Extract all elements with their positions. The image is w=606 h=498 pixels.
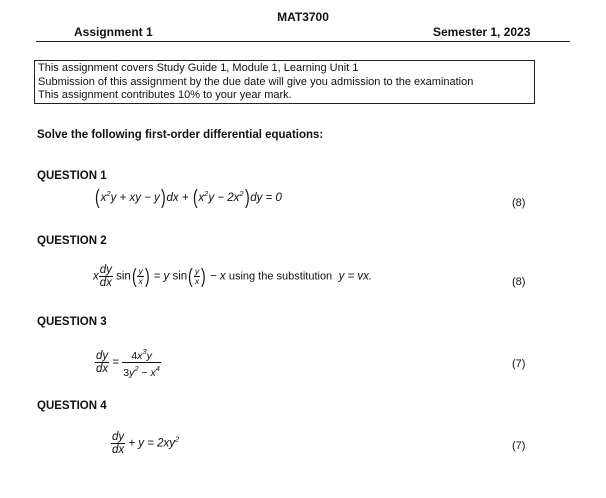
question-2-marks: (8) [512, 276, 526, 288]
question-3-heading: QUESTION 3 [37, 316, 107, 328]
question-4-heading: QUESTION 4 [37, 400, 107, 412]
info-box [34, 60, 535, 104]
question-3-equation: $\frac{dy}{dx}$ = $\frac{4x^3y}{3y^2 - x^4}$ [96, 347, 160, 379]
info-line: This assignment covers Study Guide 1, Module 1, Learning Unit 1 [38, 62, 359, 74]
question-1-marks: (8) [512, 197, 526, 209]
course-code: MAT3700 [277, 10, 329, 24]
question-4-marks: (7) [512, 440, 526, 452]
assignment-label: Assignment 1 [74, 25, 153, 39]
header-rule [36, 41, 570, 42]
question-1-heading: QUESTION 1 [37, 170, 107, 182]
info-line: This assignment contributes 10% to your year mark. [38, 89, 292, 101]
question-2-heading: QUESTION 2 [37, 235, 107, 247]
info-line: Submission of this assignment by the due date will give you admission to the examination [38, 75, 474, 88]
question-4-equation: $\frac{dy}{dx}$ + $y = 2xy^2$ [112, 431, 180, 456]
question-1-equation: ($x^2y$ + xy − $y)dx + (x^2y - 2x^2)dy = 0$ [95, 187, 282, 209]
question-3-marks: (7) [512, 358, 526, 370]
semester-label: Semester 1, 2023 [433, 25, 531, 39]
question-2-text: using the substitution [228, 270, 333, 283]
instruction-text: Solve the following first-order differential equations: [37, 129, 324, 141]
question-2-equation: x $\frac{dy}{dx}$ sin( $\frac{y}{x}$ ) = y sin( $\frac{y}{x}$ ) − x using the substitution y = vx. [93, 264, 373, 289]
